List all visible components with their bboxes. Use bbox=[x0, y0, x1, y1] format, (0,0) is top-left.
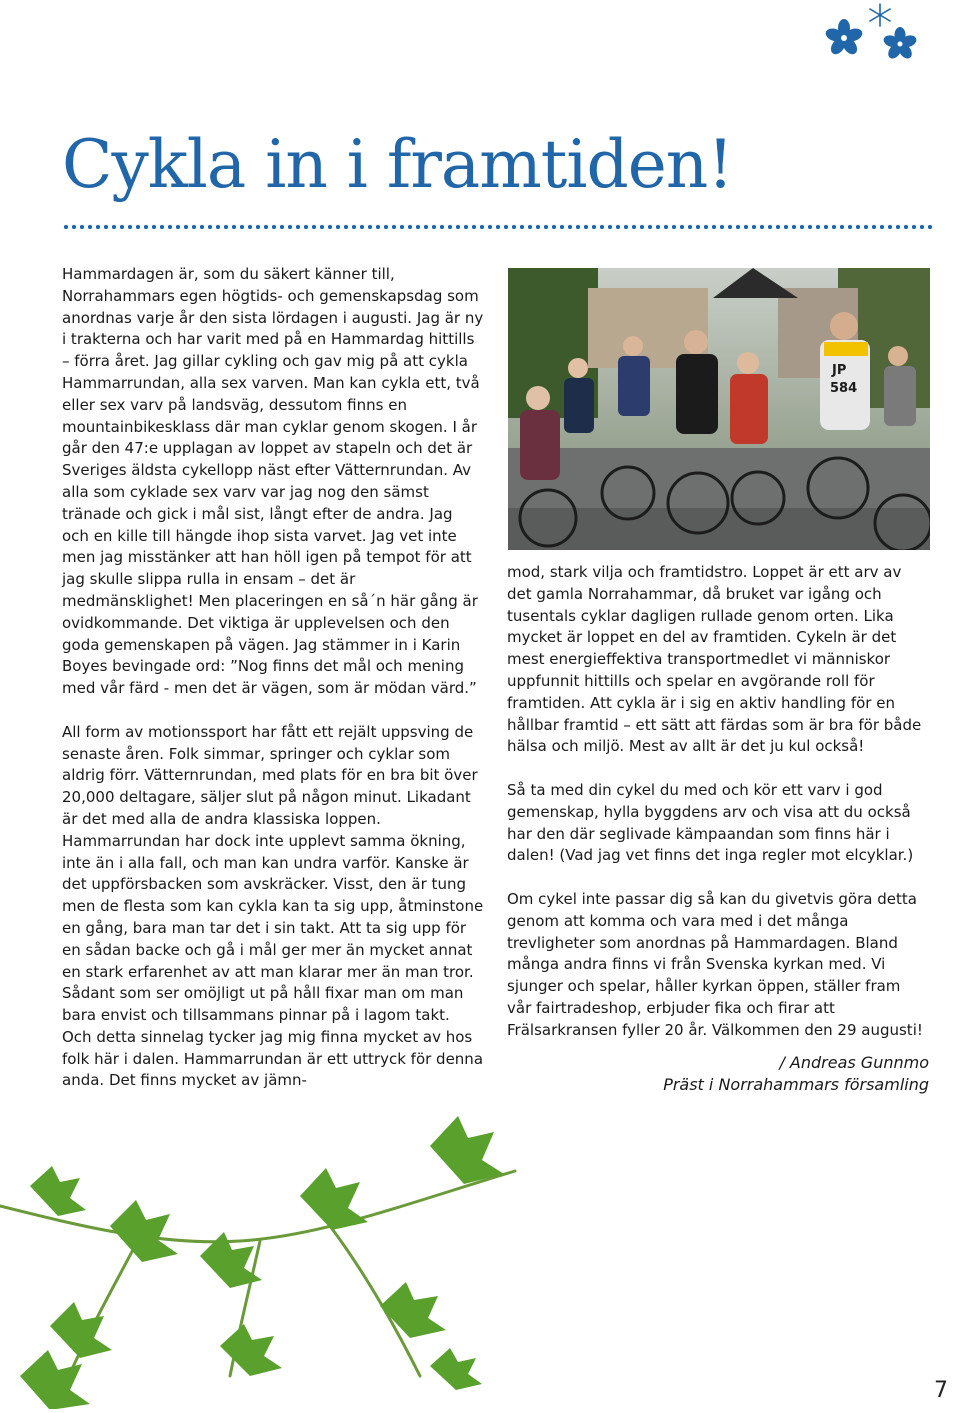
article-left-column bbox=[62, 264, 484, 1092]
paragraph: All form av motionssport har fått ett rejält uppsving de senaste åren. Folk simmar, springer och cyklar som aldrig förr. Vätternrundan, med plats för en bra bit över 20,000 deltagare, säljer slut på någon minut. Likadant är det med alla de andra klassiska loppen. Hammarrundan har dock inte upplevt samma ökning, inte än i alla fall, och man kan undra varför. Kanske är det uppförsbacken som avskräcker. Visst, den är tung men de flesta som kan cykla kan ta sig upp, åtminstone en gång, bara man tar det i sin takt. Att ta sig upp för en sådan backe och gå i mål ger mer än mycket annat en stark erfarenhet av att man klarar mer än man tror. Sådant som ser omöjligt ut på håll fixar man om man bara envist och tillsammans pinnar på i lagom takt. Och detta sinnelag tycker jag mig finna mycket av hos folk här i dalen. Hammarrundan är ett uttryck för denna anda. Det finns mycket av jämn- bbox=[62, 722, 484, 1090]
ivy-branch-icon bbox=[0, 1076, 520, 1409]
bib-number: JP bbox=[832, 363, 847, 378]
signature-role: Präst i Norrahammars församling bbox=[663, 1074, 929, 1094]
signature bbox=[507, 1052, 929, 1096]
paragraph: Hammardagen är, som du säkert känner till, Norrahammars egen högtids- och gemenskapsdag som anordnas varje år den sista lördagen i augusti. Jag är ny i trakterna och har varit med på en Hammardag hittills – förra året. Jag gillar cykling och gav mig på att cykla Hammarrundan, alla sex varven. Man kan cykla ett, två eller sex varv på landsväg, dessutom finns en mountainbikesklass där man cyklar genom skogen. I år går den 47:e upplagan av loppet av stapeln och det är Sveriges äldsta cykellopp näst efter Vätternrundan. Av alla som cyklade sex varv var jag nog den sämst tränade och gick i mål sist, långt efter de andra. Jag och en kille till hängde ihop sista varvet. Jag vet inte men jag misstänker att han höll igen på tempot för att jag skulle slippa rulla in ensam – det är medmänsklighet! Men placeringen en så´n här gång är ovidkommande. Det viktiga är upplevelsen och den goda gemenskapen på vägen. Jag stämmer in i Karin Boyes bevingade ord: ”Nog finns det mål och mening med vår färd - men det är vägen, som är mödan värd.” bbox=[62, 265, 484, 698]
signature-name: / Andreas Gunnmo bbox=[779, 1052, 929, 1072]
paragraph: Så ta med din cykel du med och kör ett varv i god gemenskap, hylla byggdens arv och visa att du också har den där seglivade kämpaandan som finns här i dalen! (Vad jag vet finns det inga regler mot elcyklar.) bbox=[507, 780, 914, 865]
bib-number: 584 bbox=[830, 381, 858, 396]
dotted-divider bbox=[62, 224, 934, 230]
paragraph: mod, stark vilja och framtidstro. Loppet är ett arv av det gamla Norrahammar, då bruket var igång och tusentals cyklar dagligen rullade genom orten. Lika mycket är loppet en del av framtiden. Cykeln är det mest energieffektiva transportmedlet vi människor uppfunnit hittills och spelar en avgörande roll för framtiden. Att cykla är i sig en aktiv handling för en hållbar framtid – ett sätt att färdas som är bra för både hälsa och miljö. Mest av allt är det ju kul också! bbox=[507, 563, 922, 756]
cyclists-photo bbox=[508, 268, 930, 550]
page-number: 7 bbox=[934, 1378, 948, 1403]
article-right-column bbox=[507, 562, 929, 1096]
page-title: Cykla in i framtiden! bbox=[62, 126, 733, 203]
paragraph: Om cykel inte passar dig så kan du givetvis göra detta genom att komma och vara med i det många trevligheter som anordnas på Hammardagen. Bland många andra finns vi från Svenska kyrkan med. Vi sjunger och spelar, håller kyrkan öppen, ställer fram vår fairtradeshop, erbjuder fika och firar att Frälsarkransen fyller 20 år. Välkommen den 29 augusti! bbox=[507, 889, 923, 1039]
flowers-logo-icon bbox=[812, 0, 922, 70]
